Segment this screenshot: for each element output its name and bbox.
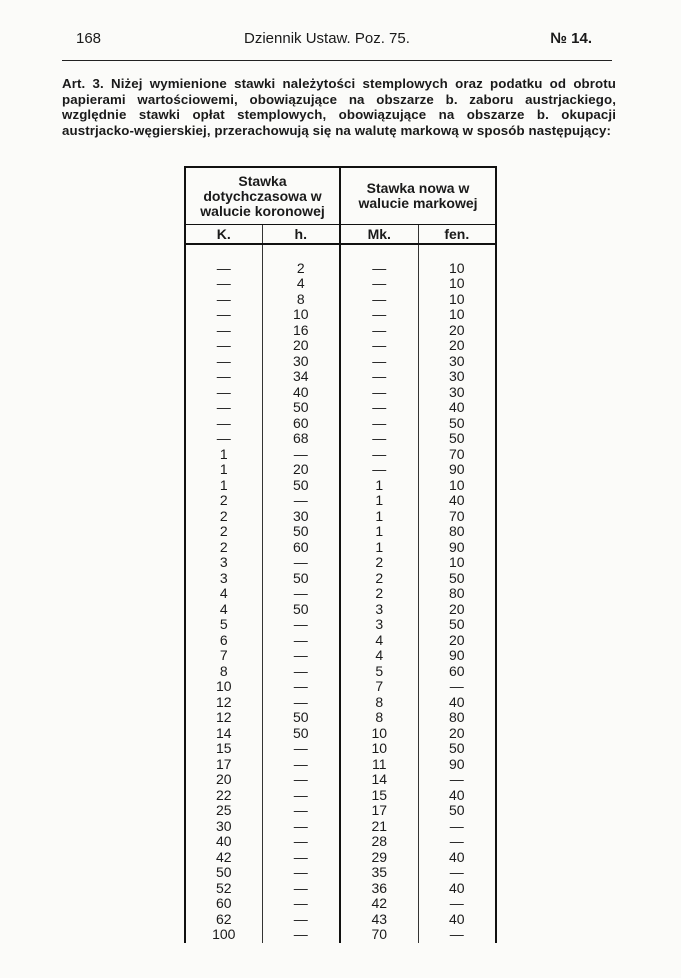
cell-h: 50 [262, 571, 340, 587]
cell-h: 60 [262, 540, 340, 556]
cell-h: — [262, 927, 340, 943]
cell-fen: — [418, 865, 496, 881]
cell-fen: 30 [418, 385, 496, 401]
cell-mk: 4 [375, 647, 384, 663]
cell-k: 50 [185, 865, 262, 881]
cell-h: — [262, 896, 340, 912]
cell-k: 62 [185, 912, 262, 928]
cell-h: 2 [262, 261, 340, 277]
cell-k: — [185, 416, 262, 432]
table-row [185, 865, 496, 881]
header-rule [62, 60, 612, 61]
table-row [185, 757, 496, 773]
cell-fen: 30 [418, 354, 496, 370]
cell-mk: — [372, 430, 387, 446]
table-row [185, 927, 496, 943]
cell-h: 30 [262, 354, 340, 370]
cell-mk: 21 [371, 817, 388, 834]
cell-fen: 70 [418, 509, 496, 525]
cell-k: — [185, 400, 262, 416]
cell-h: — [262, 803, 340, 819]
table-row [185, 292, 496, 308]
cell-mk: 15 [371, 786, 388, 803]
cell-h: — [262, 555, 340, 571]
cell-k: 1 [185, 478, 262, 494]
cell-fen: 80 [418, 710, 496, 726]
cell-mk: — [372, 337, 387, 353]
cell-k: — [185, 323, 262, 339]
cell-fen: 40 [418, 912, 496, 928]
cell-fen: 20 [418, 338, 496, 354]
cell-k: 6 [185, 633, 262, 649]
cell-k: — [185, 261, 262, 277]
table-row [185, 803, 496, 819]
cell-fen: — [418, 819, 496, 835]
table-row [185, 323, 496, 339]
cell-fen: 40 [418, 788, 496, 804]
table-row [185, 462, 496, 478]
cell-k: 2 [185, 493, 262, 509]
table-row [185, 648, 496, 664]
conversion-table [184, 166, 497, 943]
cell-k: 25 [185, 803, 262, 819]
cell-mk: — [372, 383, 387, 400]
cell-k: 42 [185, 850, 262, 866]
cell-k: 1 [185, 447, 262, 463]
cell-fen: 70 [418, 447, 496, 463]
cell-k: 3 [185, 555, 262, 571]
table-row [185, 772, 496, 788]
table-row [185, 307, 496, 323]
cell-mk: 35 [371, 864, 388, 880]
cell-h: — [262, 664, 340, 680]
cell-mk: 2 [375, 585, 384, 601]
cell-k: 2 [185, 509, 262, 525]
cell-h: — [262, 493, 340, 509]
cell-k: 22 [185, 788, 262, 804]
cell-k: 15 [185, 741, 262, 757]
cell-fen: — [418, 772, 496, 788]
cell-h: — [262, 447, 340, 463]
cell-k: 12 [185, 710, 262, 726]
cell-k: 4 [185, 602, 262, 618]
table-row [185, 664, 496, 680]
cell-k: — [185, 431, 262, 447]
cell-fen: 30 [418, 369, 496, 385]
cell-h: — [262, 850, 340, 866]
cell-h: 50 [262, 524, 340, 540]
cell-h: — [262, 865, 340, 881]
cell-fen: 50 [418, 416, 496, 432]
table-row [185, 431, 496, 447]
table-row [185, 633, 496, 649]
cell-mk: 14 [371, 771, 388, 787]
cell-h: 50 [262, 710, 340, 726]
table-row [185, 524, 496, 540]
table-row [185, 509, 496, 525]
cell-fen: 20 [418, 323, 496, 339]
table-row [185, 679, 496, 695]
cell-mk: 8 [375, 693, 384, 710]
cell-fen: 90 [418, 757, 496, 773]
table-row [185, 881, 496, 897]
table-body [185, 244, 496, 943]
cell-fen: 50 [418, 803, 496, 819]
cell-k: 8 [185, 664, 262, 680]
cell-fen: 40 [418, 695, 496, 711]
cell-fen: 20 [418, 633, 496, 649]
cell-h: 10 [262, 307, 340, 323]
cell-h: — [262, 834, 340, 850]
cell-h: 30 [262, 509, 340, 525]
article-text: Niżej wymienione stawki należytości stemplowych oraz podatku od obrotu papierami wartościowemi, obowiązujące na obszarze b. zaboru austrjackiego, względnie stawki opłat stemplowych, obowiązujące na obszarze b. okupacji austrjacko-węgierskiej, przerachowują się na walutę markową w sposób następujący: [62, 76, 617, 138]
cell-mk: — [372, 399, 387, 415]
cell-k: — [185, 307, 262, 323]
cell-fen: 10 [418, 307, 496, 323]
table-row [185, 540, 496, 556]
cell-h: — [262, 757, 340, 773]
cell-mk: 3 [375, 616, 384, 632]
cell-mk: 10 [371, 724, 388, 741]
cell-mk: — [372, 259, 387, 276]
cell-k: 52 [185, 881, 262, 897]
cell-fen: — [418, 927, 496, 943]
table-row [185, 276, 496, 292]
cell-k: 10 [185, 679, 262, 695]
table-row [185, 354, 496, 370]
cell-mk: 1 [375, 492, 384, 508]
table-row [185, 261, 496, 277]
cell-k: — [185, 292, 262, 308]
cell-h: 4 [262, 276, 340, 292]
table-row [185, 586, 496, 602]
cell-mk: 11 [371, 755, 387, 772]
cell-fen: 90 [418, 540, 496, 556]
cell-fen: — [418, 679, 496, 695]
cell-fen: 10 [418, 276, 496, 292]
page-header [62, 30, 612, 52]
cell-k: 2 [185, 524, 262, 540]
cell-fen: — [418, 896, 496, 912]
cell-mk: 42 [371, 895, 388, 911]
table-row [185, 896, 496, 912]
cell-fen: 10 [418, 261, 496, 277]
cell-fen: 40 [418, 400, 496, 416]
old-rate-header: Stawka dotychczasowa w walucie koronowej [185, 167, 340, 225]
cell-fen: 20 [418, 602, 496, 618]
cell-h: 20 [262, 338, 340, 354]
cell-k: 100 [185, 927, 262, 943]
cell-mk: 17 [371, 802, 388, 818]
journal-title: Dziennik Ustaw. Poz. 75. [244, 30, 410, 47]
table-row [185, 416, 496, 432]
cell-fen: 10 [418, 555, 496, 571]
cell-h: 60 [262, 416, 340, 432]
cell-k: — [185, 338, 262, 354]
cell-mk: 1 [375, 507, 384, 524]
column-header-k: K. [185, 225, 262, 245]
cell-k: 60 [185, 896, 262, 912]
cell-h: — [262, 586, 340, 602]
table-row [185, 400, 496, 416]
cell-h: — [262, 788, 340, 804]
cell-h: — [262, 679, 340, 695]
table-row [185, 447, 496, 463]
table-row [185, 369, 496, 385]
cell-h: 50 [262, 400, 340, 416]
new-rate-header: Stawka nowa w walucie markowej [340, 167, 496, 225]
issue-number: № 14. [550, 30, 592, 47]
cell-mk: 1 [375, 523, 384, 539]
cell-h: — [262, 617, 340, 633]
cell-mk: 2 [375, 569, 384, 586]
cell-h: — [262, 819, 340, 835]
cell-mk: 2 [375, 554, 384, 570]
table-row [185, 602, 496, 618]
cell-fen: 60 [418, 664, 496, 680]
column-header-h: h. [262, 225, 340, 245]
cell-fen: 40 [418, 850, 496, 866]
table-row [185, 834, 496, 850]
cell-h: 68 [262, 431, 340, 447]
cell-h: — [262, 741, 340, 757]
cell-mk: 5 [375, 662, 384, 679]
cell-h: — [262, 772, 340, 788]
cell-fen: 50 [418, 617, 496, 633]
cell-h: 20 [262, 462, 340, 478]
cell-fen: 50 [418, 741, 496, 757]
cell-k: 20 [185, 772, 262, 788]
cell-mk: — [372, 445, 387, 462]
cell-k: — [185, 354, 262, 370]
cell-fen: 90 [418, 462, 496, 478]
cell-h: 40 [262, 385, 340, 401]
cell-k: — [185, 276, 262, 292]
cell-fen: 20 [418, 726, 496, 742]
cell-h: 50 [262, 602, 340, 618]
table-row [185, 493, 496, 509]
cell-fen: 10 [418, 478, 496, 494]
cell-mk: — [372, 321, 387, 338]
cell-mk: 1 [375, 538, 384, 555]
cell-mk: — [372, 275, 387, 291]
cell-mk: — [372, 368, 387, 384]
page-number: 168 [76, 30, 102, 47]
cell-k: 4 [185, 586, 262, 602]
cell-mk: — [372, 352, 387, 369]
cell-fen: 80 [418, 586, 496, 602]
cell-fen: 90 [418, 648, 496, 664]
cell-mk: 36 [371, 879, 388, 896]
table-row [185, 741, 496, 757]
cell-k: 2 [185, 540, 262, 556]
cell-mk: 43 [371, 910, 388, 927]
cell-h: — [262, 695, 340, 711]
cell-h: 50 [262, 726, 340, 742]
cell-k: — [185, 385, 262, 401]
cell-mk: — [372, 306, 387, 322]
cell-fen: 50 [418, 431, 496, 447]
cell-k: — [185, 369, 262, 385]
column-header-mk: Mk. [340, 225, 418, 245]
cell-fen: 10 [418, 292, 496, 308]
cell-h: 16 [262, 323, 340, 339]
cell-fen: 40 [418, 881, 496, 897]
cell-mk: 7 [375, 678, 384, 694]
table-row [185, 478, 496, 494]
cell-mk: 10 [371, 740, 388, 756]
cell-k: 17 [185, 757, 262, 773]
cell-h: 34 [262, 369, 340, 385]
cell-mk: 8 [375, 709, 384, 725]
table-row [185, 617, 496, 633]
table-row [185, 385, 496, 401]
cell-h: 8 [262, 292, 340, 308]
cell-fen: 80 [418, 524, 496, 540]
cell-mk: 4 [375, 631, 384, 648]
cell-mk: — [372, 290, 387, 307]
cell-fen: 50 [418, 571, 496, 587]
cell-h: — [262, 633, 340, 649]
cell-k: 1 [185, 462, 262, 478]
cell-h: — [262, 881, 340, 897]
table-row [185, 695, 496, 711]
cell-mk: 28 [371, 833, 388, 849]
table-row [185, 555, 496, 571]
table-row [185, 912, 496, 928]
cell-mk: 29 [371, 848, 388, 865]
cell-mk: — [372, 461, 387, 477]
cell-k: 3 [185, 571, 262, 587]
cell-fen: — [418, 834, 496, 850]
table-row [185, 571, 496, 587]
cell-mk: 3 [375, 600, 384, 617]
cell-h: 50 [262, 478, 340, 494]
cell-k: 14 [185, 726, 262, 742]
table-row [185, 710, 496, 726]
cell-k: 40 [185, 834, 262, 850]
cell-k: 5 [185, 617, 262, 633]
table-row [185, 726, 496, 742]
cell-h: — [262, 912, 340, 928]
article-paragraph [62, 76, 616, 138]
cell-fen: 40 [418, 493, 496, 509]
cell-mk: — [372, 414, 387, 431]
table-row [185, 788, 496, 804]
cell-k: 30 [185, 819, 262, 835]
cell-mk: 70 [371, 926, 388, 942]
table-row [185, 338, 496, 354]
cell-k: 7 [185, 648, 262, 664]
cell-mk: 1 [375, 476, 384, 493]
table-row [185, 850, 496, 866]
cell-h: — [262, 648, 340, 664]
table-row [185, 819, 496, 835]
column-header-fen: fen. [418, 225, 496, 245]
article-label: Art. 3. [62, 76, 104, 91]
cell-k: 12 [185, 695, 262, 711]
